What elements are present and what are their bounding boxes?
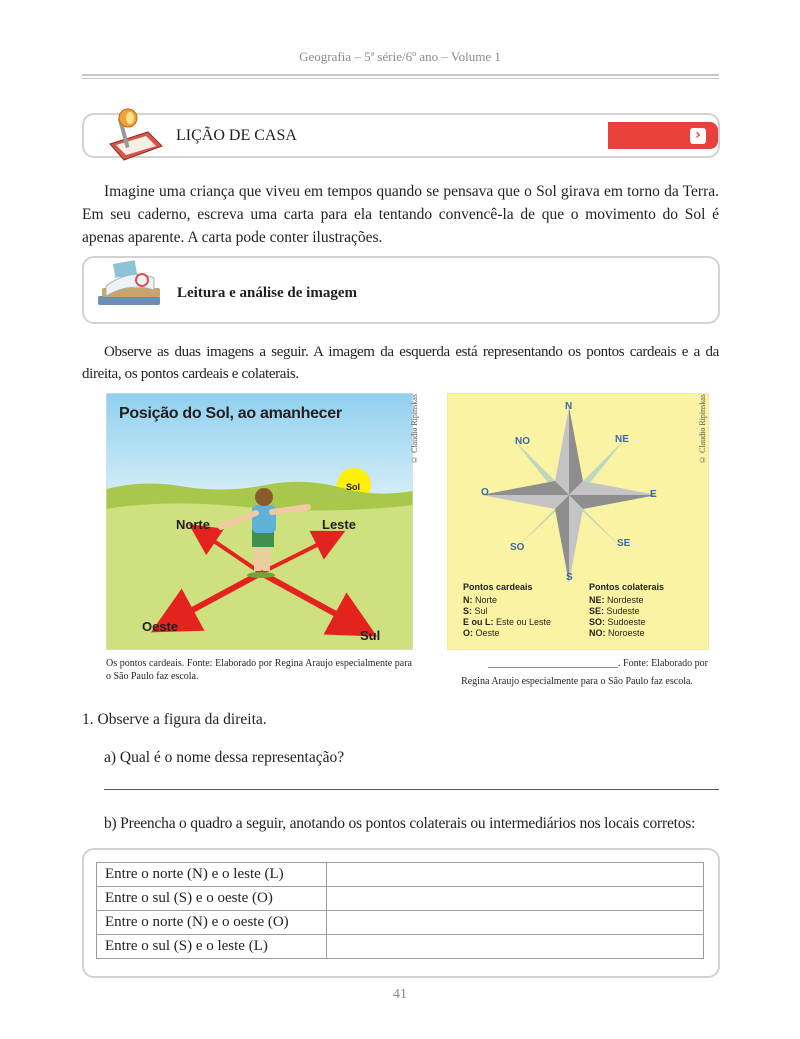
question-1: 1. Observe a figura da direita.: [82, 711, 267, 728]
label-sul: Sul: [360, 628, 381, 643]
table-row: [97, 887, 704, 911]
header-rule-thin: [82, 78, 719, 79]
label-norte: Norte: [176, 517, 210, 532]
left-figure-caption: Os pontos cardeais. Fonte: Elaborado por Regina Araujo especialmente para o São Paulo faz escola.: [106, 658, 412, 682]
cardeais-item: S: Sul: [463, 606, 488, 616]
colaterais-item: NO: Noroeste: [589, 628, 645, 638]
leitura-title: Leitura e análise de imagem: [177, 285, 357, 301]
label-leste: Leste: [322, 517, 356, 532]
running-header: Geografia – 5ª série/6º ano – Volume 1: [299, 49, 501, 64]
table-cell-label: Entre o norte (N) e o leste (L): [97, 863, 327, 887]
colaterais-item: SO: Sudoeste: [589, 617, 646, 627]
table-cell-answer[interactable]: [327, 863, 704, 887]
colaterais-item: NE: Nordeste: [589, 595, 644, 605]
desk-lamp-icon: [100, 104, 170, 162]
left-figure-title: Posição do Sol, ao amanhecer: [119, 405, 342, 422]
colaterais-legend: [589, 582, 664, 639]
question-a: a) Qual é o nome dessa representação?: [104, 749, 345, 766]
table-cell-label: Entre o norte (N) e o oeste (O): [97, 911, 327, 935]
header-rule: [82, 74, 719, 76]
right-figure-credit: © Claudio Ripinskas: [698, 394, 707, 464]
cardeais-item: O: Oeste: [463, 628, 500, 638]
licao-title: LIÇÃO DE CASA: [176, 127, 297, 144]
table-row: [97, 911, 704, 935]
compass-o: O: [481, 487, 489, 498]
question-b: b) Preencha o quadro a seguir, anotando os pontos colaterais ou intermediários nos locais corretos:: [104, 815, 696, 832]
table-cell-label: Entre o sul (S) e o leste (L): [97, 935, 327, 959]
colaterais-title: Pontos colaterais: [589, 582, 665, 592]
cardeais-item: N: Norte: [463, 595, 498, 605]
compass-so: SO: [510, 542, 525, 553]
colaterais-item: SE: Sudeste: [589, 606, 640, 616]
right-figure-caption-line2: Regina Araujo especialmente para o São Paulo faz escola.: [461, 676, 693, 687]
left-figure: [106, 393, 413, 650]
observe-paragraph: Observe as duas imagens a seguir. A imagem da esquerda está representando os pontos cardeais e a da direita, os pontos cardeais e colaterais.: [82, 344, 719, 382]
cardeais-item: E ou L: Este ou Leste: [463, 617, 552, 627]
sun-label: Sol: [346, 482, 361, 492]
compass-n: N: [565, 401, 573, 412]
table-row: [97, 863, 704, 887]
cardeais-legend: [463, 582, 551, 639]
table-cell-answer[interactable]: [327, 887, 704, 911]
page-number: 41: [393, 987, 407, 1002]
left-figure-credit: © Claudio Ripinskas: [410, 394, 419, 464]
table-cell-answer[interactable]: [327, 911, 704, 935]
table-row: [97, 935, 704, 959]
compass-se: SE: [617, 538, 631, 549]
homework-paragraph: Imagine uma criança que viveu em tempos quando se pensava que o Sol girava em torno da Terra. Em seu caderno, escreva uma carta para ela tentando convencê-la de que o movimento do Sol é apenas aparente. A carta pode conter ilustrações.: [82, 183, 719, 246]
compass-e: E: [650, 489, 657, 500]
arrow-right-icon[interactable]: ›: [690, 128, 706, 144]
table-cell-label: Entre o sul (S) e o oeste (O): [97, 887, 327, 911]
compass-ne: NE: [615, 434, 629, 445]
compass-no: NO: [515, 436, 530, 447]
right-figure-caption-line1: __________________________. Fonte: Elaborado por: [488, 658, 708, 669]
licao-red-bar: [608, 122, 718, 149]
compass-s: S: [566, 572, 573, 583]
answer-line[interactable]: [104, 789, 719, 790]
table-cell-answer[interactable]: [327, 935, 704, 959]
cardeais-title: Pontos cardeais: [463, 582, 533, 592]
leitura-box: [82, 256, 720, 324]
open-books-icon: [92, 256, 172, 316]
colaterais-table: [96, 862, 704, 959]
licao-de-casa-box: [82, 113, 720, 158]
label-oeste: Oeste: [142, 619, 179, 634]
